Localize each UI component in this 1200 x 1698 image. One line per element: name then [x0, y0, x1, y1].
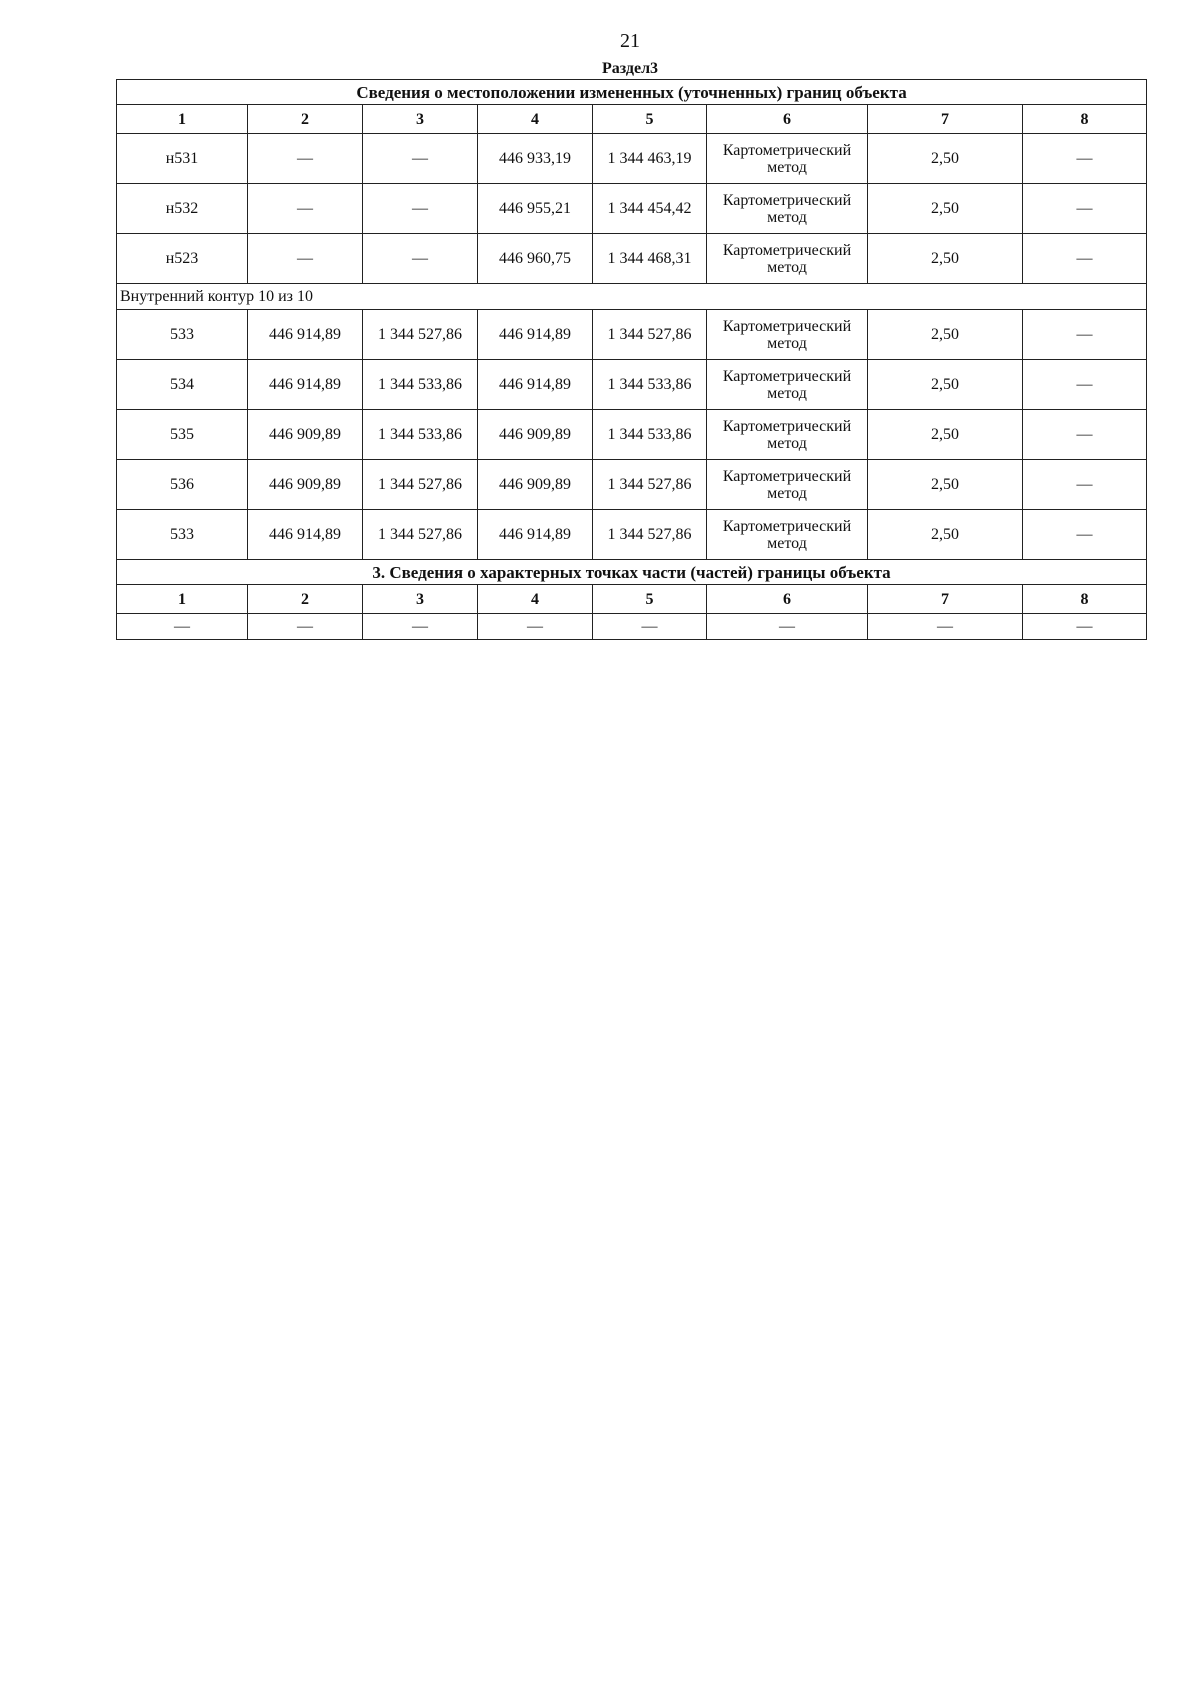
- table-cell: 446 960,75: [478, 234, 593, 284]
- table-row: [117, 510, 1147, 560]
- table-cell: 446 909,89: [478, 460, 593, 510]
- table-cell: 2,50: [868, 234, 1023, 284]
- column-number-header: 2: [248, 105, 363, 134]
- table-cell: 446 955,21: [478, 184, 593, 234]
- table1-column-numbers-row: [117, 105, 1147, 134]
- table-cell: 534: [117, 360, 248, 410]
- page-number: 21: [620, 30, 640, 52]
- table-cell: —: [1023, 510, 1147, 560]
- table-cell: —: [1023, 184, 1147, 234]
- table-cell: —: [1023, 614, 1147, 640]
- table-cell: —: [1023, 134, 1147, 184]
- table-cell: 2,50: [868, 510, 1023, 560]
- table-cell: 1 344 533,86: [593, 360, 707, 410]
- column-number-header: 4: [478, 585, 593, 614]
- section-title: Раздел3: [601, 60, 659, 77]
- column-number-header: 1: [117, 585, 248, 614]
- table-cell: 446 933,19: [478, 134, 593, 184]
- column-number-header: 6: [707, 105, 868, 134]
- table-cell: 1 344 468,31: [593, 234, 707, 284]
- table-cell: 446 909,89: [478, 410, 593, 460]
- table-cell: Картометрический метод: [707, 460, 868, 510]
- column-number-header: 5: [593, 105, 707, 134]
- table-cell: Картометрический метод: [707, 360, 868, 410]
- boundary-table: [116, 79, 1147, 640]
- table-cell: —: [1023, 310, 1147, 360]
- table-cell: 1 344 533,86: [363, 360, 478, 410]
- table-cell: 1 344 533,86: [363, 410, 478, 460]
- table-cell: 1 344 533,86: [593, 410, 707, 460]
- table-cell: 446 914,89: [478, 360, 593, 410]
- table-cell: —: [363, 614, 478, 640]
- table-cell: —: [593, 614, 707, 640]
- table-cell: н532: [117, 184, 248, 234]
- table-cell: 533: [117, 510, 248, 560]
- table-cell: 1 344 527,86: [593, 510, 707, 560]
- table-cell: —: [248, 134, 363, 184]
- table2-column-numbers-row: [117, 585, 1147, 614]
- table-cell: 1 344 527,86: [363, 460, 478, 510]
- table-body: [117, 80, 1147, 640]
- column-number-header: 6: [707, 585, 868, 614]
- column-number-header: 8: [1023, 105, 1147, 134]
- table-cell: —: [1023, 234, 1147, 284]
- table-cell: —: [248, 184, 363, 234]
- table-cell: 446 909,89: [248, 460, 363, 510]
- table-cell: Картометрический метод: [707, 510, 868, 560]
- table-cell: 536: [117, 460, 248, 510]
- table-row: [117, 184, 1147, 234]
- table-cell: —: [248, 234, 363, 284]
- table-row: [117, 360, 1147, 410]
- table-cell: 533: [117, 310, 248, 360]
- table-cell: —: [1023, 410, 1147, 460]
- table-cell: 446 914,89: [478, 510, 593, 560]
- table-cell: 1 344 527,86: [363, 310, 478, 360]
- table-cell: —: [363, 234, 478, 284]
- column-number-header: 4: [478, 105, 593, 134]
- table-cell: 2,50: [868, 184, 1023, 234]
- table-cell: 535: [117, 410, 248, 460]
- table-cell: Картометрический метод: [707, 234, 868, 284]
- table-cell: 2,50: [868, 310, 1023, 360]
- column-number-header: 3: [363, 105, 478, 134]
- column-number-header: 3: [363, 585, 478, 614]
- column-number-header: 7: [868, 105, 1023, 134]
- table-cell: —: [248, 614, 363, 640]
- table-cell: 1 344 527,86: [363, 510, 478, 560]
- table-cell: 446 909,89: [248, 410, 363, 460]
- table-cell: 1 344 527,86: [593, 310, 707, 360]
- table-cell: 446 914,89: [248, 310, 363, 360]
- table1-title: Сведения о местоположении измененных (уточненных) границ объекта: [117, 80, 1147, 105]
- contour-label: Внутренний контур 10 из 10: [117, 284, 1147, 310]
- table-cell: 2,50: [868, 134, 1023, 184]
- table-cell: Картометрический метод: [707, 410, 868, 460]
- table-row: [117, 234, 1147, 284]
- table-cell: 2,50: [868, 410, 1023, 460]
- table-cell: —: [117, 614, 248, 640]
- table-row: [117, 410, 1147, 460]
- table2-title-row: [117, 560, 1147, 585]
- column-number-header: 1: [117, 105, 248, 134]
- table2-title: 3. Сведения о характерных точках части (частей) границы объекта: [117, 560, 1147, 585]
- column-number-header: 2: [248, 585, 363, 614]
- table-cell: 2,50: [868, 460, 1023, 510]
- table-cell: 446 914,89: [248, 360, 363, 410]
- table-cell: н531: [117, 134, 248, 184]
- table-cell: 1 344 527,86: [593, 460, 707, 510]
- table-cell: 1 344 454,42: [593, 184, 707, 234]
- table-row: [117, 134, 1147, 184]
- table-row: [117, 614, 1147, 640]
- table-cell: —: [363, 184, 478, 234]
- table-cell: —: [1023, 360, 1147, 410]
- contour-label-row: [117, 284, 1147, 310]
- table-cell: 446 914,89: [478, 310, 593, 360]
- table-cell: Картометрический метод: [707, 134, 868, 184]
- table-cell: —: [363, 134, 478, 184]
- column-number-header: 7: [868, 585, 1023, 614]
- table-cell: 446 914,89: [248, 510, 363, 560]
- column-number-header: 8: [1023, 585, 1147, 614]
- table-cell: 1 344 463,19: [593, 134, 707, 184]
- table-cell: 2,50: [868, 360, 1023, 410]
- table-cell: Картометрический метод: [707, 310, 868, 360]
- table1-title-row: [117, 80, 1147, 105]
- table-cell: —: [1023, 460, 1147, 510]
- table-cell: —: [478, 614, 593, 640]
- column-number-header: 5: [593, 585, 707, 614]
- table-cell: —: [868, 614, 1023, 640]
- table-row: [117, 460, 1147, 510]
- table-cell: Картометрический метод: [707, 184, 868, 234]
- table-cell: —: [707, 614, 868, 640]
- table-cell: н523: [117, 234, 248, 284]
- table-row: [117, 310, 1147, 360]
